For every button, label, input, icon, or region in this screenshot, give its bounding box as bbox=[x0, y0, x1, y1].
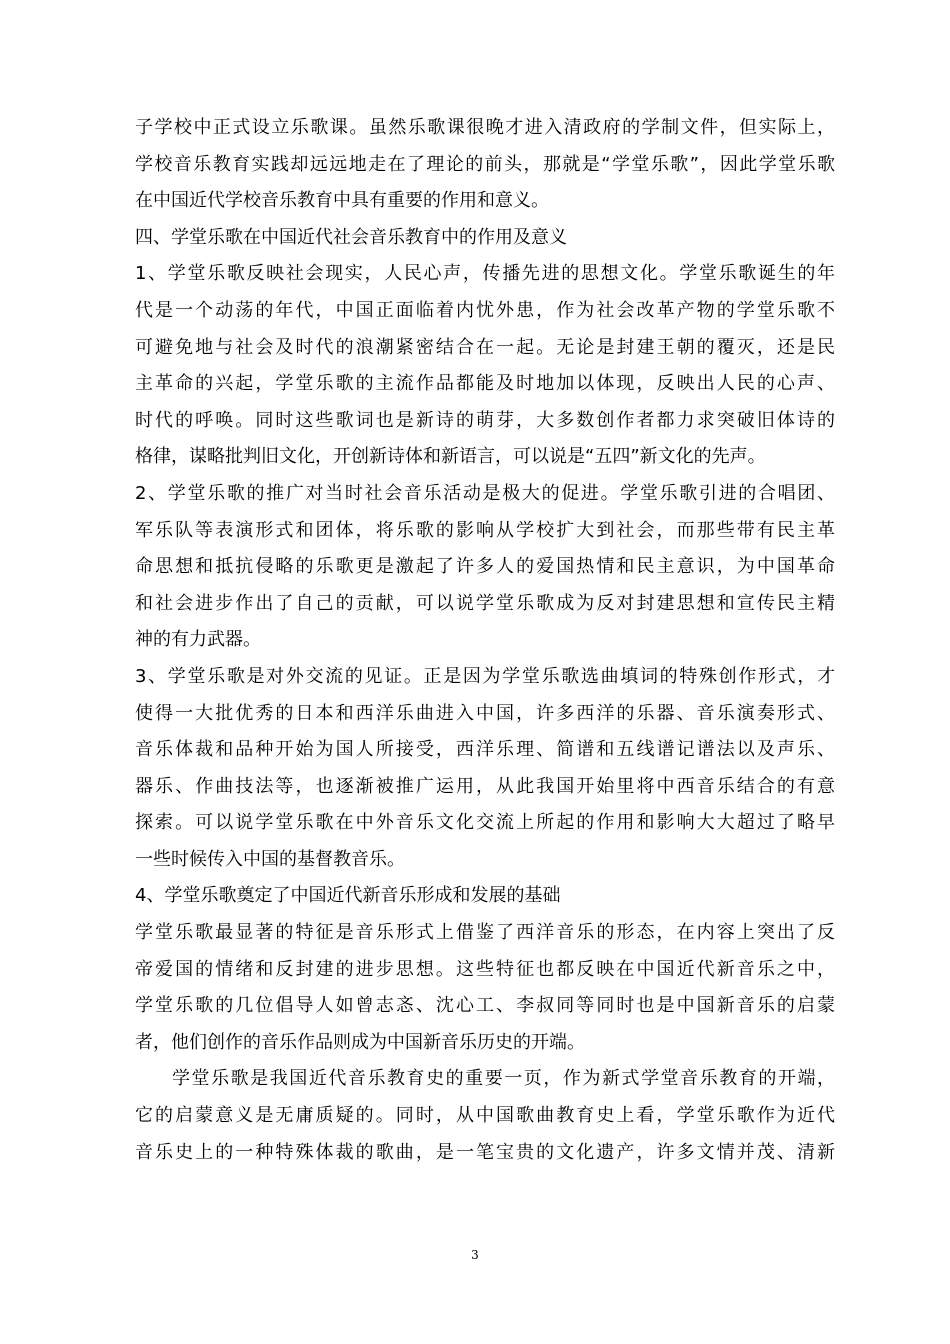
text-line: 音乐史上的一种特殊体裁的歌曲，是一笔宝贵的文化遗产，许多文情并茂、清新 bbox=[135, 1141, 835, 1163]
text-line: 学堂乐歌是我国近代音乐教育史的重要一页，作为新式学堂音乐教育的开端， bbox=[172, 1068, 835, 1090]
text-line: 学堂乐歌的几位倡导人如曾志忞、沈心工、李叔同等同时也是中国新音乐的启蒙 bbox=[135, 995, 835, 1017]
text-line: 时代的呼唤。同时这些歌词也是新诗的萌芽，大多数创作者都力求突破旧体诗的 bbox=[135, 409, 835, 431]
text-line: 帝爱国的情绪和反封建的进步思想。这些特征也都反映在中国近代新音乐之中， bbox=[135, 958, 835, 980]
text-line: 军乐队等表演形式和团体，将乐歌的影响从学校扩大到社会，而那些带有民主革 bbox=[135, 519, 835, 541]
text-line: 格律，谋略批判旧文化，开创新诗体和新语言，可以说是“五四”新文化的先声。 bbox=[135, 446, 766, 468]
text-line: 探索。可以说学堂乐歌在中外音乐文化交流上所起的作用和影响大大超过了略早 bbox=[135, 812, 835, 834]
text-line: 2、学堂乐歌的推广对当时社会音乐活动是极大的促进。学堂乐歌引进的合唱团、 bbox=[135, 482, 835, 504]
text-line: 命思想和抵抗侵略的乐歌更是激起了许多人的爱国热情和民主意识，为中国革命 bbox=[135, 556, 835, 578]
text-line: 和社会进步作出了自己的贡献，可以说学堂乐歌成为反对封建思想和宣传民主精 bbox=[135, 592, 835, 614]
text-line: 器乐、作曲技法等，也逐渐被推广运用，从此我国开始里将中西音乐结合的有意 bbox=[135, 775, 835, 797]
text-line: 学堂乐歌最显著的特征是音乐形式上借鉴了西洋音乐的形态，在内容上突出了反 bbox=[135, 922, 835, 944]
text-line: 一些时候传入中国的基督教音乐。 bbox=[135, 848, 405, 870]
text-line: 它的启蒙意义是无庸质疑的。同时，从中国歌曲教育史上看，学堂乐歌作为近代 bbox=[135, 1105, 835, 1127]
text-line: 者，他们创作的音乐作品则成为中国新音乐历史的开端。 bbox=[135, 1031, 585, 1053]
page-number: 3 bbox=[471, 1248, 479, 1262]
text-line: 学校音乐教育实践却远远地走在了理论的前头，那就是“学堂乐歌”，因此学堂乐歌 bbox=[135, 153, 835, 175]
text-line: 可避免地与社会及时代的浪潮紧密结合在一起。无论是封建王朝的覆灭，还是民 bbox=[135, 336, 835, 358]
text-line: 1、学堂乐歌反映社会现实，人民心声，传播先进的思想文化。学堂乐歌诞生的年 bbox=[135, 263, 835, 285]
text-line: 子学校中正式设立乐歌课。虽然乐歌课很晚才进入清政府的学制文件，但实际上， bbox=[135, 117, 835, 138]
text-line: 主革命的兴起，学堂乐歌的主流作品都能及时地加以体现，反映出人民的心声、 bbox=[135, 373, 835, 395]
text-line: 神的有力武器。 bbox=[135, 629, 261, 651]
text-line: 3、学堂乐歌是对外交流的见证。正是因为学堂乐歌选曲填词的特殊创作形式，才 bbox=[135, 665, 835, 687]
text-line: 代是一个动荡的年代，中国正面临着内忧外患，作为社会改革产物的学堂乐歌不 bbox=[135, 299, 835, 321]
body-text bbox=[135, 110, 835, 1171]
text-line: 在中国近代学校音乐教育中具有重要的作用和意义。 bbox=[135, 190, 549, 212]
text-line: 音乐体裁和品种开始为国人所接受，西洋乐理、简谱和五线谱记谱法以及声乐、 bbox=[135, 739, 835, 761]
text-line: 四、学堂乐歌在中国近代社会音乐教育中的作用及意义 bbox=[135, 226, 567, 248]
text-line: 4、学堂乐歌奠定了中国近代新音乐形成和发展的基础 bbox=[135, 885, 561, 907]
text-line: 使得一大批优秀的日本和西洋乐曲进入中国，许多西洋的乐器、音乐演奏形式、 bbox=[135, 702, 835, 724]
